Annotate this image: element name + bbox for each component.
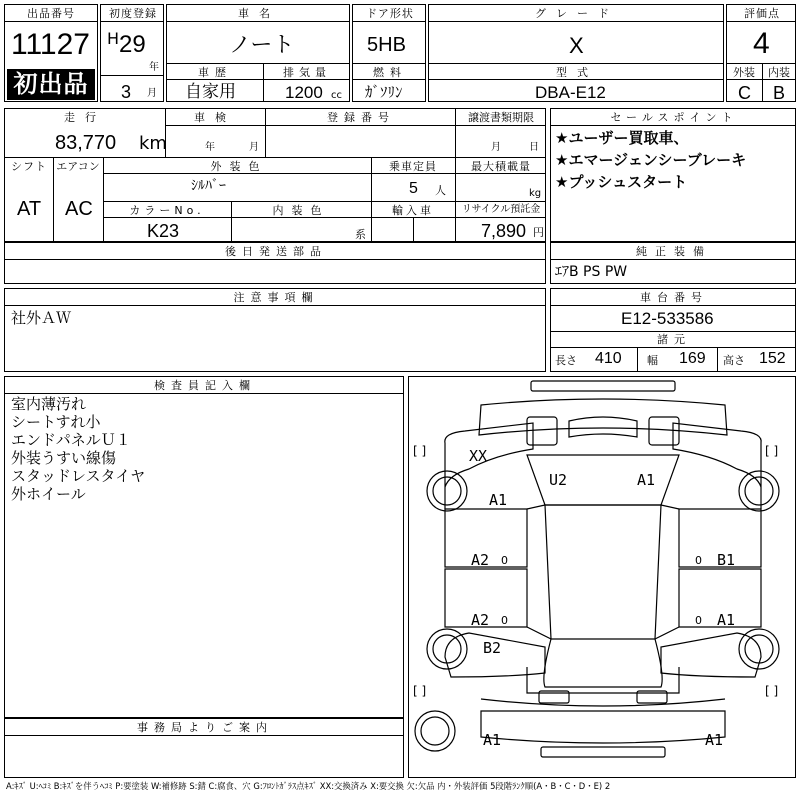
mileage: 83,770 (55, 132, 117, 154)
model: DBA-E12 (535, 83, 606, 102)
inspector-line-3: エンドパネルＵ１ (11, 431, 131, 449)
damage-mark-roof-center: U2 (549, 471, 568, 489)
height: 152 (759, 350, 786, 367)
door-zero-3: 0 (501, 614, 508, 627)
door-zero-2: 0 (695, 554, 702, 567)
vehicle-detail-box (4, 108, 546, 242)
fuel: ｶﾞｿﾘﾝ (365, 83, 403, 101)
shift: AT (17, 198, 42, 220)
chassis-label: 車台番号 (640, 291, 708, 304)
exterior-grade: C (738, 83, 751, 102)
inspector-line-2: シートすれ小 (11, 413, 101, 431)
office-box (4, 718, 404, 778)
later-parts-box (4, 242, 546, 284)
ext-color-label: 外装色 (210, 160, 268, 173)
damage-mark-rear-bumper-right: A1 (705, 731, 724, 749)
color-no-label: カラーNo. (129, 204, 205, 217)
era: H (107, 29, 120, 48)
later-parts-label: 後日発送部品 (225, 245, 327, 258)
bracket-rear-left: [ ] (413, 684, 427, 698)
sales-point-3: ★プッシュスタート (555, 173, 688, 191)
int-color-label: 内装色 (272, 204, 330, 217)
door-fuel-box (352, 4, 426, 102)
length: 410 (595, 350, 622, 367)
inspector-line-4: 外装うすい線傷 (11, 449, 117, 467)
fuel-label: 燃料 (373, 66, 407, 79)
office-label: 事務局よりご案内 (137, 721, 273, 734)
door-type: 5HB (367, 34, 406, 56)
max-load-unit: kg (529, 188, 542, 199)
reg-month: 3 (121, 82, 132, 102)
interior-grade: B (773, 83, 786, 102)
damage-mark-left-rear-door: A2 (471, 611, 490, 629)
damage-mark-roof-right: A1 (637, 471, 656, 489)
sales-points-label: セールスポイント (610, 111, 738, 124)
genuine-equipment: ｴｱB PS PW (555, 264, 628, 280)
inspection-year-unit: 年 (205, 142, 215, 153)
door-label: ドア形状 (366, 7, 414, 20)
mileage-label: 走行 (64, 111, 106, 124)
capacity-unit: 人 (435, 184, 446, 197)
car-name: ノート (229, 33, 295, 58)
door-zero-1: 0 (501, 554, 508, 567)
shift-label: シフト (11, 160, 47, 173)
model-label: 型式 (556, 66, 598, 79)
ac: AC (65, 198, 93, 220)
notes-value: 社外ＡＷ (11, 309, 72, 327)
first-registration-box (100, 4, 164, 102)
bracket-front-left: [ ] (413, 444, 427, 458)
damage-diagram (408, 376, 796, 778)
damage-mark-roof-front-left: XX (469, 447, 488, 465)
inspection-label: 車検 (194, 111, 236, 124)
score-box (726, 4, 796, 102)
width: 169 (679, 350, 706, 367)
capacity-label: 乗車定員 (389, 160, 437, 173)
grade-label: グレード (535, 7, 619, 20)
int-color-unit: 系 (355, 228, 366, 241)
inspection-month-unit: 月 (249, 142, 259, 153)
reg-year: 29 (119, 31, 146, 58)
inspector-label: 検査員記入欄 (154, 379, 256, 392)
car-name-label: 車名 (238, 7, 280, 20)
history-label: 車歴 (198, 66, 232, 79)
history: 自家用 (185, 82, 236, 102)
recycle-label: リサイクル預託金 (461, 204, 541, 215)
damage-mark-right-rear-door: A1 (717, 611, 736, 629)
notes-box (4, 288, 546, 372)
grade-box (428, 4, 724, 102)
sales-point-1: ★ユーザー買取車、 (555, 129, 689, 147)
damage-mark-front-left: A1 (489, 491, 508, 509)
lot-number: 11127 (11, 28, 90, 61)
sales-points-box (550, 108, 796, 242)
recycle-unit: 円 (533, 226, 544, 239)
capacity: 5 (409, 180, 418, 197)
width-label: 幅 (647, 354, 658, 367)
exterior-label: 外装 (733, 66, 755, 79)
car-outline-diagram (409, 377, 796, 778)
inspector-line-5: スタッドレスタイヤ (11, 467, 146, 485)
score: 4 (753, 27, 770, 60)
inspector-box (4, 376, 404, 718)
chassis-number: E12-533586 (621, 309, 714, 328)
lot-number-box (4, 4, 98, 102)
transfer-day-unit: 日 (529, 142, 539, 153)
length-label: 長さ (555, 354, 577, 367)
recycle-amount: 7,890 (481, 221, 527, 241)
door-zero-4: 0 (695, 614, 702, 627)
lot-number-label: 出品番号 (27, 7, 75, 20)
genuine-equipment-box (550, 242, 796, 284)
genuine-equipment-label: 純正装備 (636, 245, 712, 258)
displacement: 1200 (285, 83, 323, 102)
damage-mark-left-front-door: A2 (471, 551, 490, 569)
damage-mark-right-front-door: B1 (717, 551, 736, 569)
max-load-label: 最大積載量 (471, 160, 531, 173)
bracket-rear-right: [ ] (765, 684, 779, 698)
car-name-box (166, 4, 350, 102)
displacement-label: 排気量 (283, 66, 331, 79)
year-unit: 年 (149, 62, 159, 73)
chassis-box (550, 288, 796, 372)
damage-mark-rear-bumper-left: A1 (483, 731, 502, 749)
displacement-unit: cc (331, 90, 342, 101)
notes-label: 注意事項欄 (233, 291, 319, 304)
import-label: 輸入車 (392, 204, 434, 217)
first-listing-badge: 初出品 (7, 69, 95, 100)
transfer-label: 譲渡書類期限 (468, 111, 534, 124)
inspector-line-1: 室内薄汚れ (11, 395, 87, 413)
ac-label: エアコン (56, 160, 100, 173)
first-reg-label: 初度登録 (109, 7, 157, 20)
legend-text: A:ｷｽﾞ U:ﾍｺﾐ B:ｷｽﾞを伴うﾍｺﾐ P:要塗装 W:補修跡 S:錆 C:腐食、穴 G:ﾌﾛﾝﾄｶﾞﾗｽ点ｷｽﾞ XX:交換済み X:要交換 欠:欠品 内・外装評価 5段階ﾗﾝｸ順(A・B・C・D・E) 2 (6, 781, 611, 791)
mileage-unit: km (139, 133, 167, 154)
color-no: K23 (147, 221, 180, 241)
reg-number-label: 登録番号 (327, 111, 395, 124)
sales-point-2: ★エマージェンシーブレーキ (555, 151, 747, 169)
interior-label: 内装 (768, 66, 790, 79)
ext-color: ｼﾙﾊﾞｰ (191, 178, 226, 194)
damage-mark-left-rear-fender: B2 (483, 639, 502, 657)
bracket-front-right: [ ] (765, 444, 779, 458)
grade: X (569, 33, 584, 58)
specs-label: 諸元 (657, 333, 691, 346)
inspector-line-6: 外ホイール (11, 485, 86, 503)
height-label: 高さ (723, 354, 745, 367)
score-label: 評価点 (744, 7, 780, 20)
month-unit: 月 (147, 88, 157, 99)
transfer-month-unit: 月 (491, 142, 501, 153)
